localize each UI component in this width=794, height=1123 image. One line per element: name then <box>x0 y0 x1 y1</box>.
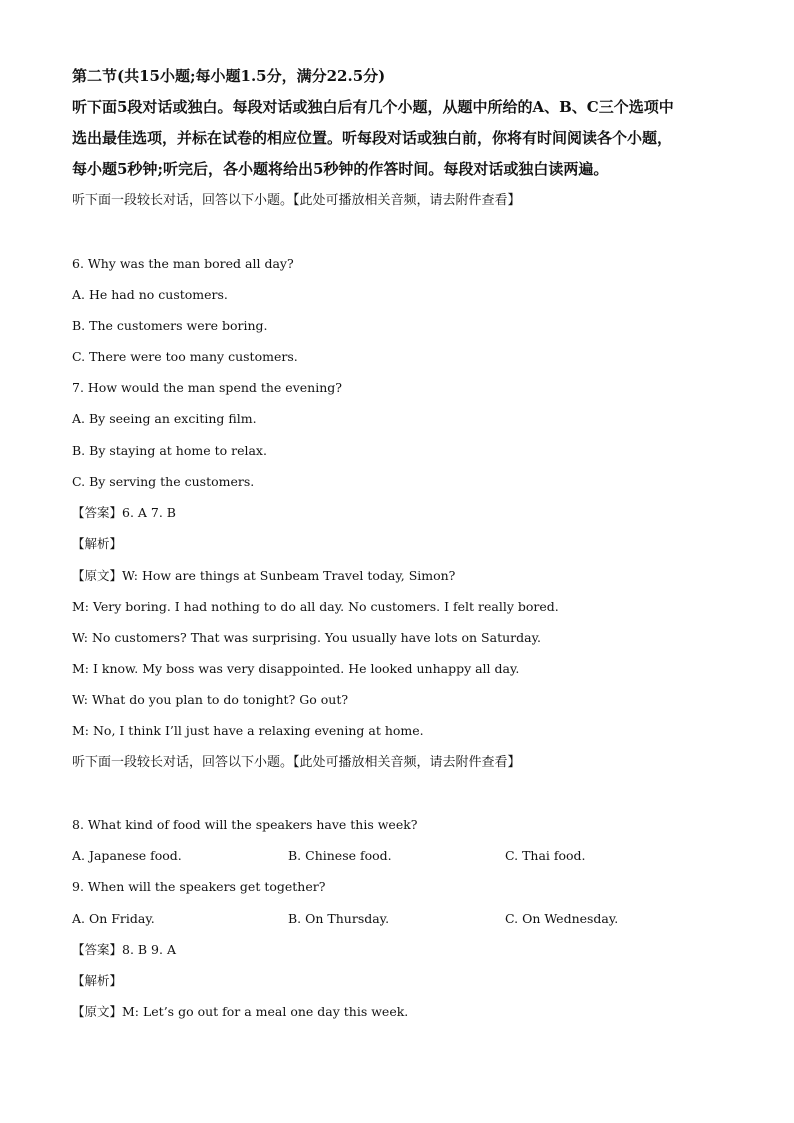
question-option: C. There were too many customers. <box>72 349 298 364</box>
question-option: B. The customers were boring. <box>72 318 268 333</box>
question-option: A. Japanese food. <box>72 848 182 863</box>
question-option: C. Thai food. <box>505 848 586 863</box>
question-option: A. He had no customers. <box>72 287 228 302</box>
transcript-line: 【原文】M: Let’s go out for a meal one day this week. <box>72 1004 409 1019</box>
question-stem: 9. When will the speakers get together? <box>72 879 326 894</box>
transcript-line: M: I know. My boss was very disappointed. He looked unhappy all day. <box>72 661 520 676</box>
question-option: B. By staying at home to relax. <box>72 443 267 458</box>
instruction-line-3: 每小题5秒钟;听完后，各小题将给出5秒钟的作答时间。每段对话或独白读两遍。 <box>72 160 609 178</box>
instruction-line-1: 听下面5段对话或独白。每段对话或独白后有几个小题，从题中所给的A、B、C三个选项中 <box>72 98 674 116</box>
question-option: B. Chinese food. <box>288 848 392 863</box>
answer-line: 【答案】8. B 9. A <box>72 942 176 957</box>
transcript-line: 【原文】W: How are things at Sunbeam Travel today, Simon? <box>72 568 456 583</box>
answer-line: 【答案】6. A 7. B <box>72 505 176 520</box>
question-option: B. On Thursday. <box>288 911 390 926</box>
transcript-line: M: No, I think I’ll just have a relaxing evening at home. <box>72 723 424 738</box>
question-option: C. By serving the customers. <box>72 474 255 489</box>
analysis-label: 【解析】 <box>72 973 123 988</box>
transcript-line: M: Very boring. I had nothing to do all day. No customers. I felt really bored. <box>72 599 559 614</box>
question-stem: 7. How would the man spend the evening? <box>72 380 342 395</box>
transcript-line: W: What do you plan to do tonight? Go out? <box>72 692 349 707</box>
audio-note: 听下面一段较长对话，回答以下小题。【此处可播放相关音频，请去附件查看】 <box>72 755 521 770</box>
section-title: 第二节(共15小题;每小题1.5分，满分22.5分) <box>72 67 386 85</box>
instruction-line-2: 选出最佳选项，并标在试卷的相应位置。听每段对话或独白前，你将有时间阅读各个小题， <box>72 129 673 147</box>
transcript-line: W: No customers? That was surprising. You usually have lots on Saturday. <box>72 630 541 645</box>
question-option: C. On Wednesday. <box>505 911 619 926</box>
audio-note: 听下面一段较长对话，回答以下小题。【此处可播放相关音频，请去附件查看】 <box>72 193 521 208</box>
question-option: A. By seeing an exciting film. <box>72 411 257 426</box>
question-stem: 6. Why was the man bored all day? <box>72 256 294 271</box>
question-stem: 8. What kind of food will the speakers have this week? <box>72 817 418 832</box>
analysis-label: 【解析】 <box>72 536 123 551</box>
question-option: A. On Friday. <box>72 911 155 926</box>
